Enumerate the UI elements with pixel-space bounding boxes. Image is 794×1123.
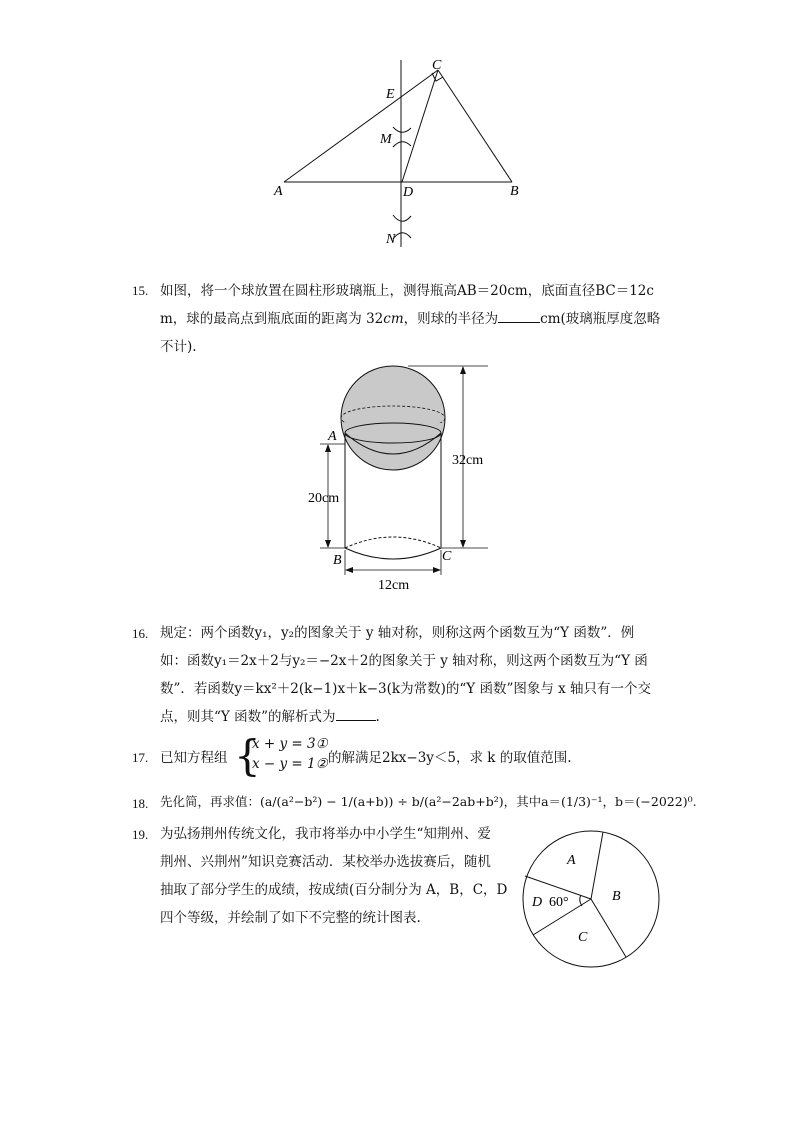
pie-angle-label: 60° [549,895,569,910]
pie-label-b: B [612,889,621,904]
question-18: 先化简，再求值：(a/(a²−b²) − 1/(a+b)) ÷ b/(a²−2ab+b²)，其中a＝(1/3)⁻¹，b＝(−2022)⁰. [160,794,697,809]
question-16-line-3: 数”．若函数y＝kx²＋2(k−1)x＋k−3(k为常数)的“Y 函数”图象与 x 轴只有一个交 [160,681,652,697]
arc-m-2 [393,142,411,147]
cylinder-bottom-front [345,548,441,559]
question-number: 15. [132,283,149,298]
label-e: E [386,87,395,102]
equation-1: x + y = 3① [252,736,328,752]
pie-label-d: D [532,895,543,910]
system-brace: { [234,731,261,780]
arc-m-1 [393,127,411,132]
question-number: 18. [132,796,149,811]
label-c: C [442,549,452,564]
dim-label-32cm: 32cm [452,453,484,468]
question-19-line-3: 抽取了部分学生的成绩，按成绩(百分制分为 A，B，C，D [160,882,508,898]
question-17 [160,731,680,780]
pie-chart [518,826,664,972]
question-16-line-1: 规定：两个函数y₁，y₂的图象关于 y 轴对称，则称这两个函数互为“Y 函数”．例 [160,625,635,641]
pie-divider-ab [591,832,603,899]
question-15 [160,277,660,361]
pie-divider-bc [591,899,626,957]
dim-label-12cm: 12cm [378,578,410,593]
pie-label-a: A [567,853,576,868]
label-c: C [432,58,442,73]
question-16-line-2: 如：函数y₁＝2x＋2与y₂＝−2x＋2的图象关于 y 轴对称，则这两个函数互为“Y 函 [160,653,648,669]
question-19 [160,820,507,932]
pie-label-c: C [578,930,588,945]
dim-label-20cm: 20cm [308,491,340,506]
question-number: 16. [132,626,149,641]
label-d: D [403,185,414,200]
sphere-cylinder-figure [298,360,498,600]
arc-n-2 [393,233,411,239]
question-15-line-3: 不计). [160,339,197,355]
question-15-line-1: 如图，将一个球放置在圆柱形玻璃瓶上，测得瓶高AB＝20cm，底面直径BC＝12c [160,283,654,299]
cylinder-bottom-back [345,537,441,548]
question-17-prefix: 已知方程组 [160,750,228,766]
question-number: 19. [132,827,149,842]
label-b: B [510,184,519,199]
question-number: 17. [132,750,149,765]
label-b: B [333,553,342,568]
arc-n-1 [393,215,411,221]
question-19-line-1: 为弘扬荆州传统文化，我市将举办中小学生“知荆州、爱 [160,826,491,842]
equation-2: x − y = 1② [252,756,328,772]
label-a: A [274,184,283,199]
answer-blank [498,308,540,323]
segment-ac [284,70,438,182]
question-15-line-2: m，球的最高点到瓶底面的距离为 32cm，则球的半径为 cm(玻璃瓶厚度忽略 [160,305,660,333]
question-19-line-4: 四个等级，并绘制了如下不完整的统计图表. [160,910,421,926]
label-m: M [380,132,392,147]
question-16-line-4: 点，则其“Y 函数”的解析式为 . [160,703,651,731]
triangle-figure [260,55,540,255]
label-n: N [386,232,396,247]
question-19-line-2: 荆州、兴荆州”知识竞赛活动．某校举办选拔赛后，随机 [160,854,491,870]
segment-cb [438,70,512,182]
label-a: A [328,429,337,444]
question-16 [160,619,651,731]
question-17-suffix: 的解满足2kx−3y＜5，求 k 的取值范围. [328,750,572,766]
answer-blank [336,706,376,721]
segment-cd [402,70,438,182]
